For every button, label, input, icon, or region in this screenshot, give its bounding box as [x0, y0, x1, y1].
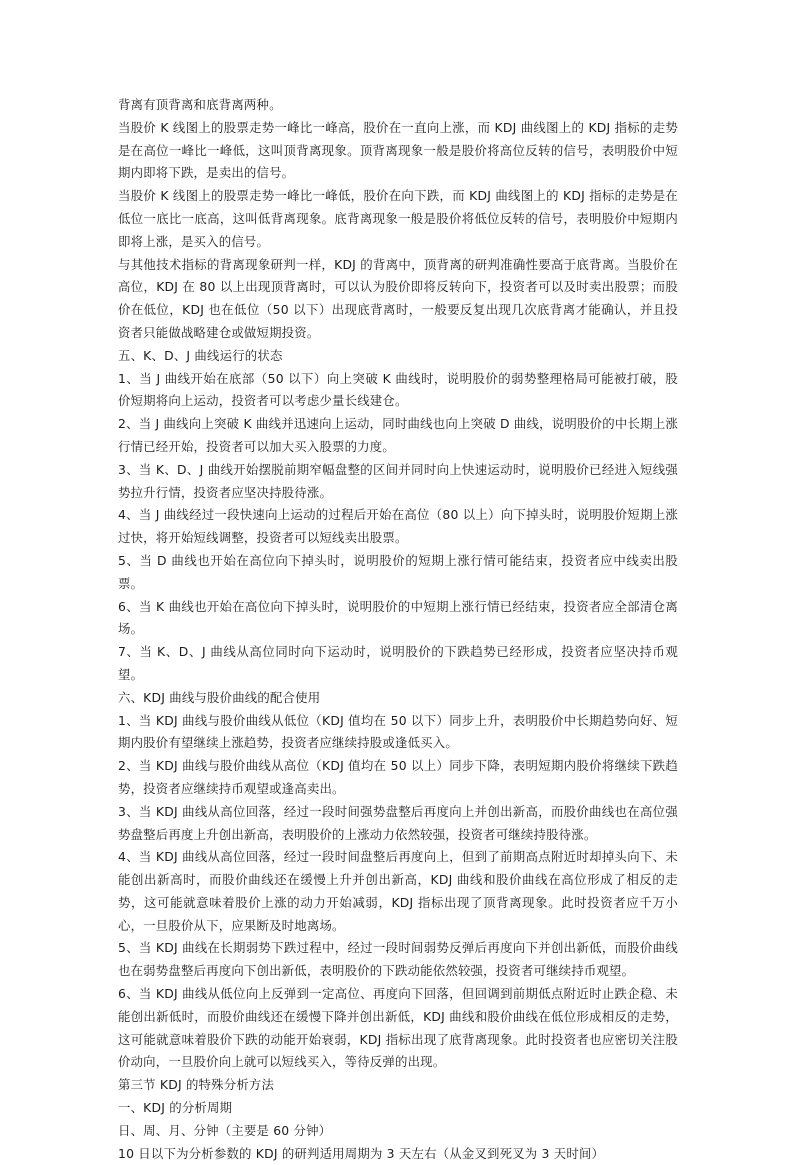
list-item-state-4: 4、当 J 曲线经过一段快速向上运动的过程后开始在高位（80 以上）向下掉头时，说明股价短期上涨过快，将开始短线调整，投资者可以短线卖出股票。	[118, 507, 678, 546]
paragraph-periods: 日、周、月、分钟（主要是 60 分钟）	[118, 1122, 332, 1138]
paragraph-divergence-types: 背离有顶背离和底背离两种。	[118, 97, 282, 112]
chapter-heading-special-methods: 第三节 KDJ 的特殊分析方法	[118, 1077, 275, 1093]
list-item-state-2: 2、当 J 曲线向上突破 K 曲线并迅速向上运动，同时曲线也向上突破 D 曲线，说明股价的中长期上涨行情已经开始，投资者可以加大买入股票的力度。	[118, 416, 678, 454]
paragraph-10-day-params: 10 日以下为分析参数的 KDJ 的研判适用周期为 3 天左右（从金叉到死叉为 3 天时间）	[118, 1145, 605, 1161]
list-item-combo-4: 4、当 KDJ 曲线从高位回落，经过一段时间盘整后再度向上，但到了前期高点附近时却掉头向下、未能创出新高时，而股价曲线还在缓慢上升并创出新高，KDJ 曲线和股价曲线在高位形成了相反的走势，这可能就意味着股价上涨的动力开始减弱，KDJ 指标出现了顶背离现象。此时投资者应千万小心，一旦股价从下，应果断及时地离场。	[118, 849, 678, 933]
list-item-state-1: 1、当 J 曲线开始在底部（50 以下）向上突破 K 曲线时，说明股价的弱势整理格局可能被打破，股价短期将向上运动，投资者可以考虑少量长线建仓。	[118, 370, 678, 409]
list-item-combo-6: 6、当 KDJ 曲线从低位向上反弹到一定高位、再度向下回落，但回调到前期低点附近时止跌企稳、未能创出新低时，而股价曲线还在缓慢下降并创出新低，KDJ 曲线和股价曲线在低位形成相反的走势，这可能就意味着股价下跌的动能开始衰弱，KDJ 指标出现了底背离现象。此时投资者也应密切关注股价动向，一旦股价向上就可以短线买入，等待反弹的出现。	[118, 986, 678, 1070]
document-body	[118, 94, 678, 1165]
paragraph-top-divergence: 当股价 K 线图上的股票走势一峰比一峰高，股价在一直向上涨，而 KDJ 曲线图上的 KDJ 指标的走势是在高位一峰比一峰低，这叫顶背离现象。顶背离现象一般是股价将高位反转的信号，表明股价中短期内即将下跌，是卖出的信号。	[118, 119, 678, 181]
list-item-state-5: 5、当 D 曲线也开始在高位向下掉头时，说明股价的短期上涨行情可能结束，投资者应中线卖出股票。	[118, 552, 678, 591]
paragraph-bottom-divergence: 当股价 K 线图上的股票走势一峰比一峰低，股价在向下跌，而 KDJ 曲线图上的 KDJ 指标的走势是在低位一底比一底高，这叫低背离现象。底背离现象一般是股价将低位反转的信号，表明股价中短期内即将上涨，是买入的信号。	[118, 188, 678, 249]
list-item-state-6: 6、当 K 曲线也开始在高位向下掉头时，说明股价的中短期上涨行情已经结束，投资者应全部清仓离场。	[118, 598, 678, 637]
paragraph-divergence-accuracy: 与其他技术指标的背离现象研判一样，KDJ 的背离中，顶背离的研判准确性要高于底背离。当股价在高位，KDJ 在 80 以上出现顶背离时，可以认为股价即将反转向下，投资者可以及时卖出股票；而股价在低位，KDJ 也在低位（50 以下）出现底背离时，一般要反复出现几次底背离才能确认，并且投资者只能做战略建仓或做短期投资。	[118, 256, 678, 340]
list-item-combo-1: 1、当 KDJ 曲线与股价曲线从低位（KDJ 值均在 50 以下）同步上升，表明股价中长期趋势向好、短期内股价有望继续上涨趋势，投资者应继续持股或逢低买入。	[118, 712, 678, 751]
list-item-state-3: 3、当 K、D、J 曲线开始摆脱前期窄幅盘整的区间并同时向上快速运动时，说明股价已经进入短线强势拉升行情，投资者应坚决持股待涨。	[118, 461, 678, 500]
section-heading-kdj-with-price: 六、KDJ 曲线与股价曲线的配合使用	[118, 689, 321, 705]
list-item-state-7: 7、当 K、D、J 曲线从高位同时向下运动时，说明股价的下跌趋势已经形成，投资者应坚决持币观望。	[118, 644, 678, 682]
list-item-combo-5: 5、当 KDJ 曲线在长期弱势下跌过程中，经过一段时间弱势反弹后再度向下并创出新低，而股价曲线也在弱势盘整后再度向下创出新低，表明股价的下跌动能依然较强，投资者可继续持币观望。	[118, 940, 678, 979]
section-heading-kdj-states: 五、K、D、J 曲线运行的状态	[118, 347, 283, 363]
section-heading-analysis-period: 一、KDJ 的分析周期	[118, 1100, 233, 1116]
list-item-combo-3: 3、当 KDJ 曲线从高位回落，经过一段时间强势盘整后再度向上并创出新高，而股价曲线也在高位强势盘整后再度上升创出新高，表明股价的上涨动力依然较强，投资者可继续持股待涨。	[118, 803, 678, 842]
list-item-combo-2: 2、当 KDJ 曲线与股价曲线从高位（KDJ 值均在 50 以上）同步下降，表明短期内股价将继续下跌趋势，投资者应继续持币观望或逢高卖出。	[118, 758, 678, 796]
